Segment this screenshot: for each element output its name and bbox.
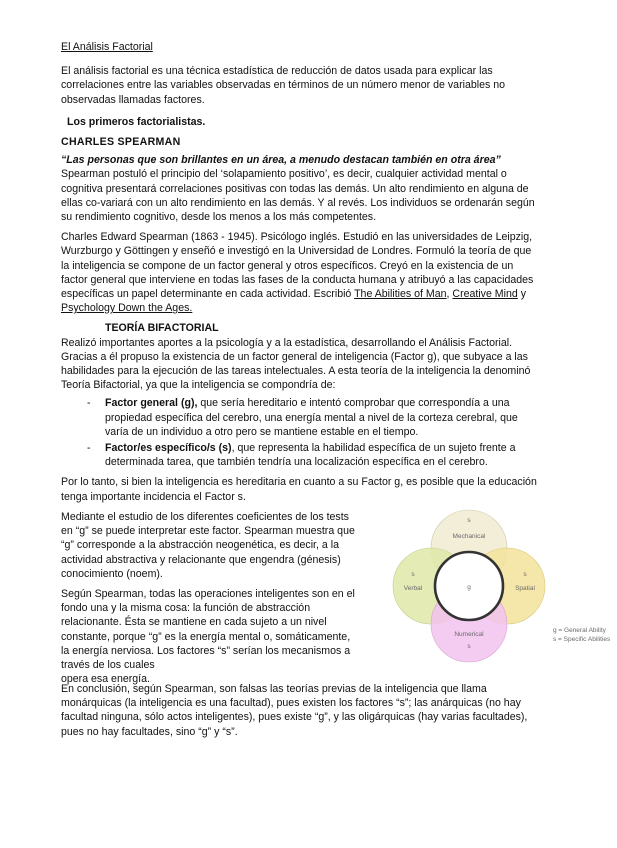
left-column xyxy=(61,510,361,686)
sep-comma: , xyxy=(446,288,453,301)
spatial-s: s xyxy=(523,570,527,578)
book-psychology-down-the-ages: Psychology Down the Ages. xyxy=(61,302,193,315)
venn-diagram xyxy=(377,504,617,686)
mechanical-label: Mechanical xyxy=(452,532,486,540)
final-conclusion-paragraph: En conclusión, según Spearman, son falsas las teorías previas de la inteligencia que llama monárquicas (la inteligencia es una facultad), pues existen los factores “s”; las anárquicas (no hay facultad ninguna, sólo actos inteligentes), pues existe “g”, y las oligárquicas (hay varias facultades), pues no hay facultades, sino “g” y “s”. xyxy=(61,682,528,738)
specific-factor-term: Factor/es específico/s (s) xyxy=(105,442,232,455)
bifactorial-heading: TEORÍA BIFACTORIAL xyxy=(105,322,219,335)
book-abilities-of-man: The Abilities of Man xyxy=(354,288,447,301)
person-name: CHARLES SPEARMAN xyxy=(61,136,181,149)
verbal-s: s xyxy=(411,570,415,578)
section-heading: Los primeros factorialistas. xyxy=(67,115,206,128)
factor-list xyxy=(61,396,541,469)
biography-text: Charles Edward Spearman (1863 - 1945). Psicólogo inglés. Estudió en las universidades de Leipzig, Wurzburgo y Göttingen y enseñó e investigó en la Universidad de Londres. Formuló la teoría de que la inteligencia se compone de un factor general y otros específicos. Creyó en la existencia de un factor general que interviene en todas las fases de la conducta humana y atribuyó a las capacidades específicas un papel determinante en cada actividad. Escribió xyxy=(61,231,534,301)
mechanical-s: s xyxy=(467,516,471,524)
list-item-specific-factor xyxy=(105,441,541,469)
g-interpretation-paragraph: Mediante el estudio de los diferentes coeficientes de los tests en “g” se puede interpretar este factor. Spearman muestra que “g” corresponde a la abstracción neogenética, es decir, a la actividad abstractiva y relacionante que engendra (génesis) conocimiento (noem). xyxy=(61,510,355,580)
numerical-s: s xyxy=(467,642,471,650)
book-creative-mind: Creative Mind xyxy=(452,288,518,301)
general-factor-text: que sería hereditario e intentó comprobar que correspondía a una propiedad específica del cerebro, una energía mental a nivel de la corteza cerebral, que varía de un individuo a otro pero se mantiene estable en el tiempo. xyxy=(105,397,518,438)
legend-specific: s = Specific Abilities xyxy=(553,635,611,643)
verbal-label: Verbal xyxy=(403,584,423,592)
legend-general: g = General Ability xyxy=(553,626,606,634)
positive-manifold-paragraph: Spearman postuló el principio del ‘solapamiento positivo’, es decir, cualquier actividad mental o cognitiva presentará correlaciones positivas con todas las demás. Un alto rendimiento en alguna de ellas co-variará con un alto rendimiento en las demás. Y al revés. Los individuos se ordenarán según su rendimiento cognitivo, desde los menos a los más competentes. xyxy=(61,168,535,224)
numerical-label: Numerical xyxy=(454,630,484,638)
list-item-general-factor xyxy=(105,396,541,439)
intelligent-operations-paragraph xyxy=(61,587,361,686)
conclusion-education-paragraph: Por lo tanto, si bien la inteligencia es hereditaria en cuanto a su Factor g, es posible que la educación tenga importante incidencia el Factor s. xyxy=(61,476,537,503)
general-factor-term: Factor general (g), xyxy=(105,397,198,410)
intro-paragraph: El análisis factorial es una técnica estadística de reducción de datos usada para explicar las correlaciones entre las variables observadas en términos de un número menor de variables no observadas llamadas factores. xyxy=(61,65,506,106)
operations-text-end: opera esa energía. xyxy=(61,673,150,686)
spearman-quote: “Las personas que son brillantes en un área, a menudo destacan también en otra área” xyxy=(61,154,501,167)
document-page xyxy=(61,40,611,745)
bifactorial-paragraph: Realizó importantes aportes a la psicología y a la estadística, desarrollando el Análisis Factorial. Gracias a él propuso la existencia de un factor general de inteligencia (Factor g), que subyace a las habilidades para la ejecución de las tareas intelectuales. A esta teoría de la inteligencia la denominó Teoría Bifactorial, ya que la inteligencia se compondría de: xyxy=(61,336,531,392)
doc-title: El Análisis Factorial xyxy=(61,41,153,53)
biography-paragraph xyxy=(61,230,541,315)
spatial-label: Spatial xyxy=(515,584,535,592)
general-g-label: g xyxy=(467,583,471,591)
text-and-diagram-block xyxy=(61,510,611,686)
specific-factor-text: , que representa la habilidad específica de un sujeto frente a determinada tarea, que también tendría una localización específica en el cerebro. xyxy=(105,442,516,469)
operations-text: Según Spearman, todas las operaciones inteligentes son en el fondo una y la misma cosa: la función de abstracción relacionante. Ésta se mantiene en cada sujeto a un nivel constante, porque “g” es la energía mental o, somáticamente, la energía nerviosa. Los factores “s” serían los mecanismos a través de los cuales xyxy=(61,587,355,671)
sep-y: y xyxy=(517,288,527,301)
